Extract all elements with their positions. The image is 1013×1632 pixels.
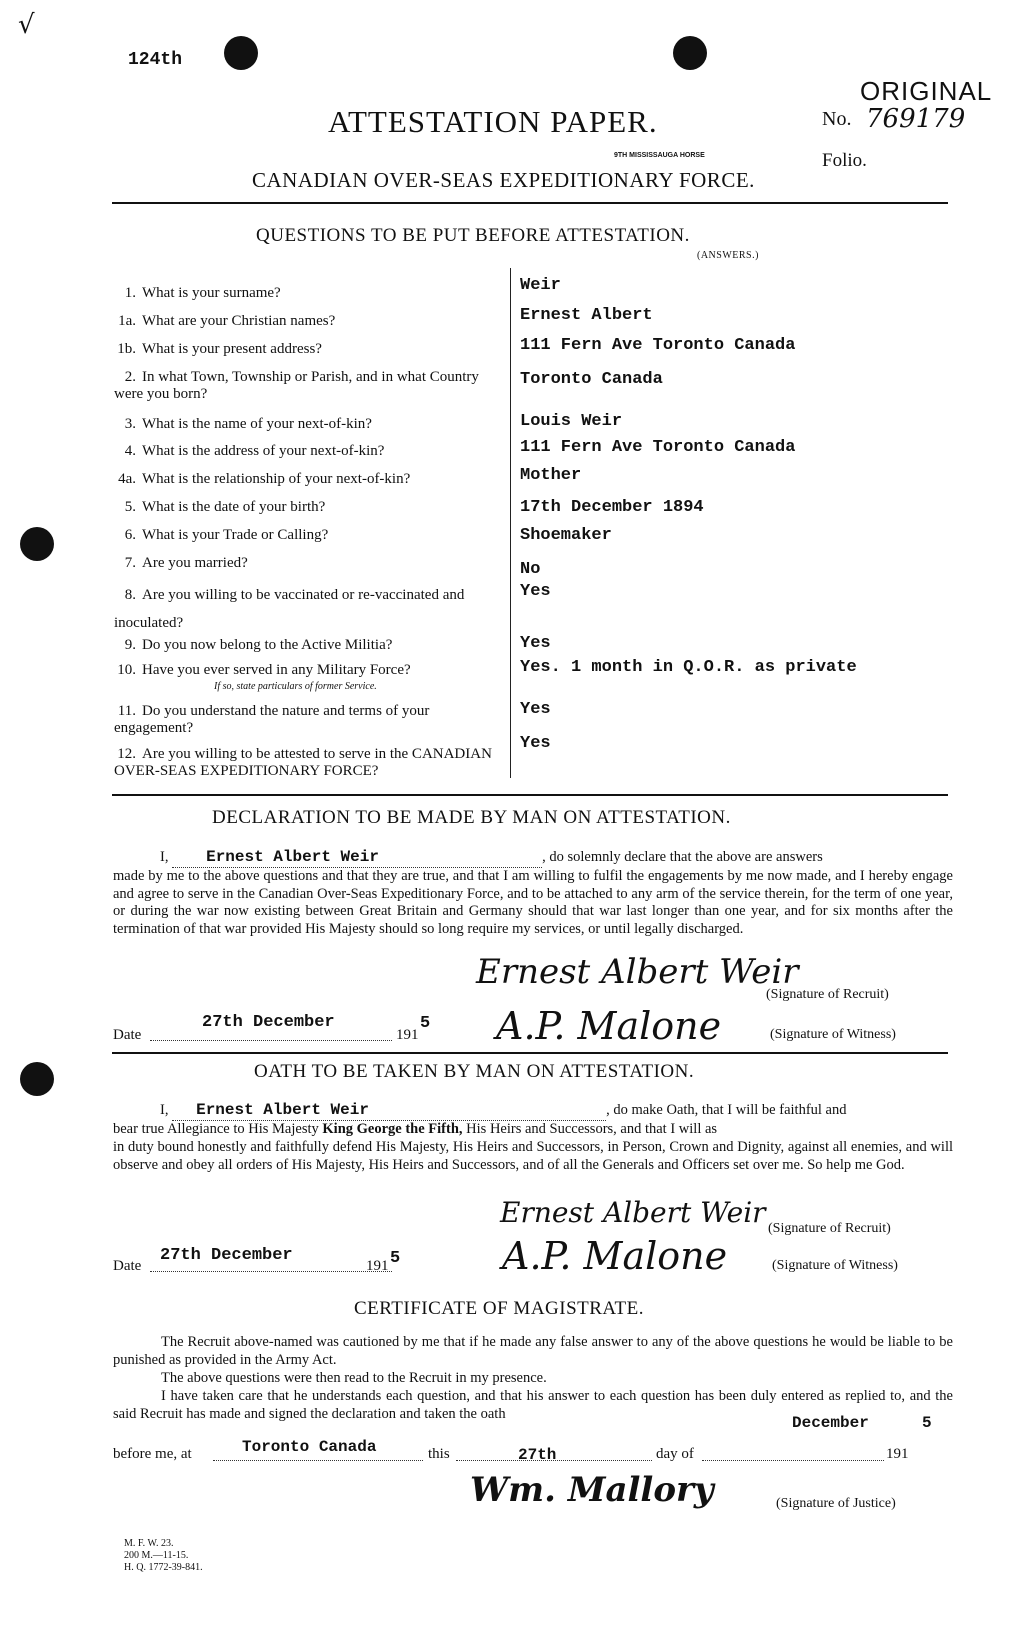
justice-signature: Wm. Mallory xyxy=(470,1470,714,1510)
oath-first-line: I, Ernest Albert Weir , do make Oath, that I will be faithful and xyxy=(160,1101,847,1119)
question-9: 9. Do you now belong to the Active Militia? xyxy=(124,637,393,653)
certificate-paragraph-2: The above questions were then read to the Recruit in my presence. xyxy=(161,1370,547,1386)
declarant-name: Ernest Albert Weir xyxy=(172,849,542,868)
question-11: 11. Do you understand the nature and terms of your engagement? xyxy=(114,703,430,736)
question-7: 7. Are you married? xyxy=(124,555,248,571)
answer-next-of-kin-address: 111 Fern Ave Toronto Canada xyxy=(520,438,796,457)
regimental-number: 769179 xyxy=(866,104,966,134)
certificate-paragraph-1: The Recruit above-named was cautioned by me that if he made any false answer to any of the above questions he would be liable to be punished as provided in the Army Act. xyxy=(113,1334,953,1368)
this-label: this xyxy=(428,1446,450,1462)
oath-name: Ernest Albert Weir xyxy=(172,1102,606,1121)
page-subtitle: CANADIAN OVER-SEAS EXPEDITIONARY FORCE. xyxy=(252,168,755,192)
question-2: 2. In what Town, Township or Parish, and in what Country were you born? xyxy=(114,369,479,402)
certificate-year-digit: 5 xyxy=(922,1414,932,1432)
witness-signature: A.P. Malone xyxy=(496,1004,722,1048)
unit-number: 124th xyxy=(128,50,183,70)
question-4: 4. What is the address of your next-of-kin? xyxy=(124,443,385,459)
certificate-day: 27th xyxy=(518,1446,557,1464)
divider xyxy=(112,202,948,204)
certificate-month: December xyxy=(792,1414,869,1432)
certificate-heading: CERTIFICATE OF MAGISTRATE. xyxy=(354,1298,645,1319)
answer-trade: Shoemaker xyxy=(520,526,612,545)
oath-recruit-signature: Ernest Albert Weir xyxy=(500,1196,766,1229)
declaration-text: made by me to the above questions and that they are true, and that I am willing to fulfil the engagements by me now made, and I hereby engage and agree to serve in the Canadian Over-Seas Expeditionary Force, and to be attached to any arm of the service therein, for the term of one year, or during the war now existing between Great Britain and Germany should that war last longer than one year, and for six months after the termination of that war provided His Majesty should so long require my services, or until legally discharged. xyxy=(113,868,953,937)
declaration-date: 27th December xyxy=(202,1013,335,1032)
oath-date-label: Date xyxy=(113,1258,142,1274)
certificate-paragraph-3: I have taken care that he understands each question, and that his answer to each question has been duly entered as replied to, and the said Recruit has made and signed the declaration and taken the oath xyxy=(113,1388,953,1422)
questions-heading: QUESTIONS TO BE PUT BEFORE ATTESTATION. xyxy=(256,225,690,246)
declaration-year-prefix: 191 xyxy=(396,1027,419,1043)
answer-willing-to-serve: Yes xyxy=(520,734,551,753)
question-8: 8. Are you willing to be vaccinated or re-vaccinated and inoculated? xyxy=(114,587,465,631)
question-12: 12. Are you willing to be attested to serve in the CANADIAN OVER-SEAS EXPEDITIONARY FORCE? xyxy=(114,746,492,779)
king-name: King George the Fifth, xyxy=(322,1121,463,1137)
print-run: 200 M.—11-15. xyxy=(124,1550,189,1561)
answer-married: No xyxy=(520,560,541,579)
declaration-heading: DECLARATION TO BE MADE BY MAN ON ATTESTATION. xyxy=(212,807,731,828)
justice-signature-caption: (Signature of Justice) xyxy=(776,1496,896,1511)
question-10-note: If so, state particulars of former Service. xyxy=(214,681,377,692)
answers-label: (ANSWERS.) xyxy=(697,250,759,261)
punch-hole xyxy=(673,36,707,70)
oath-recruit-signature-caption: (Signature of Recruit) xyxy=(768,1221,891,1236)
answer-present-address: 111 Fern Ave Toronto Canada xyxy=(520,336,796,355)
oath-line-2: bear true Allegiance to His Majesty King George the Fifth, His Heirs and Successors, and that I will as xyxy=(113,1121,718,1137)
certificate-year-prefix: 191 xyxy=(886,1446,909,1462)
answer-surname: Weir xyxy=(520,276,561,295)
answer-next-of-kin: Louis Weir xyxy=(520,412,623,431)
question-1b: 1b. What is your present address? xyxy=(117,341,322,357)
recruit-signature-caption: (Signature of Recruit) xyxy=(766,987,889,1002)
question-3: 3. What is the name of your next-of-kin? xyxy=(124,416,372,432)
answer-date-of-birth: 17th December 1894 xyxy=(520,498,704,517)
answer-active-militia: Yes xyxy=(520,634,551,653)
oath-date: 27th December xyxy=(160,1246,293,1265)
divider xyxy=(112,1052,948,1054)
oath-year-digit: 5 xyxy=(390,1249,401,1268)
question-10: 10. Have you ever served in any Military Force? xyxy=(117,662,411,678)
punch-hole xyxy=(20,527,54,561)
oath-text: in duty bound honestly and faithfully defend His Majesty, His Heirs and Successors, in Person, Crown and Dignity, against all enemies, and will observe and obey all orders of His Majesty, His Heirs and Successors, and of all the Generals and Officers set over me. So help me God. xyxy=(113,1139,953,1173)
hq-reference: H. Q. 1772-39-841. xyxy=(124,1562,203,1573)
recruit-signature: Ernest Albert Weir xyxy=(476,952,799,992)
number-label: No. xyxy=(822,108,852,130)
answer-vaccinated: Yes xyxy=(520,582,551,601)
divider xyxy=(112,794,948,796)
declaration-date-label: Date xyxy=(113,1027,142,1043)
question-5: 5. What is the date of your birth? xyxy=(124,499,326,515)
form-number: M. F. W. 23. xyxy=(124,1538,174,1549)
unit-stamp: 9TH MISSISSAUGA HORSE xyxy=(614,152,705,159)
declaration-first-line: I, Ernest Albert Weir , do solemnly declare that the above are answers xyxy=(160,848,823,866)
oath-heading: OATH TO BE TAKEN BY MAN ON ATTESTATION. xyxy=(254,1061,695,1082)
witness-signature-caption: (Signature of Witness) xyxy=(770,1027,896,1042)
punch-hole xyxy=(224,36,258,70)
question-4a: 4a. What is the relationship of your next-of-kin? xyxy=(118,471,411,487)
answer-military-service: Yes. 1 month in Q.O.R. as private xyxy=(520,658,857,677)
punch-hole xyxy=(20,1062,54,1096)
form-reference xyxy=(124,1538,203,1574)
oath-witness-signature-caption: (Signature of Witness) xyxy=(772,1258,898,1273)
question-1a: 1a. What are your Christian names? xyxy=(118,313,336,329)
original-stamp: ORIGINAL xyxy=(860,76,993,106)
oath-year-prefix: 191 xyxy=(366,1258,389,1274)
oath-witness-signature: A.P. Malone xyxy=(502,1234,728,1278)
page-title: ATTESTATION PAPER. xyxy=(328,104,658,139)
folio-label: Folio. xyxy=(822,150,867,171)
question-6: 6. What is your Trade or Calling? xyxy=(124,527,329,543)
question-1: 1. What is your surname? xyxy=(124,285,281,301)
answer-christian-names: Ernest Albert xyxy=(520,306,653,325)
answer-column-rule xyxy=(510,268,511,778)
before-me-label: before me, at xyxy=(113,1446,192,1462)
certificate-place: Toronto Canada xyxy=(242,1438,377,1456)
declaration-year-digit: 5 xyxy=(420,1014,431,1033)
check-mark: √ xyxy=(18,10,35,40)
answer-understand-terms: Yes xyxy=(520,700,551,719)
answer-birthplace: Toronto Canada xyxy=(520,370,663,389)
answer-relationship: Mother xyxy=(520,466,582,485)
day-of-label: day of xyxy=(656,1446,694,1462)
